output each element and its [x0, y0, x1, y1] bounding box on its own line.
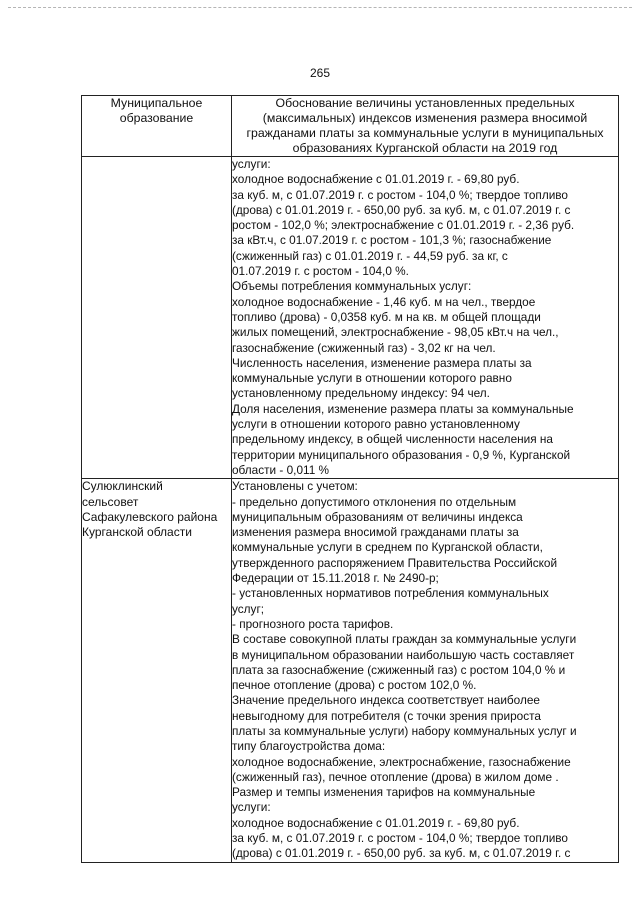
text-line: Федерации от 15.11.2018 г. № 2490-р; [232, 571, 439, 586]
text-line: в муниципальном образовании наибольшую часть составляет [232, 647, 575, 662]
header-line: образование [119, 111, 194, 125]
text-line: холодное водоснабжение с 01.01.2019 г. - 69,80 руб. [232, 172, 520, 187]
scan-edge-line [8, 7, 632, 8]
text-line: жилых помещений, электроснабжение - 98,05 кВт.ч на чел., [232, 325, 559, 340]
municipality-line: Сафакулевского района [82, 509, 218, 524]
text-line: Объемы потребления коммунальных услуг: [232, 279, 472, 294]
header-municipality [82, 96, 232, 157]
text-line: типу благоустройства дома: [232, 739, 386, 754]
text-line: услуги: [232, 800, 271, 815]
text-line: муниципальным образованиям от величины индекса [232, 509, 523, 524]
text-line: за куб. м, с 01.07.2019 г. с ростом - 104,0 %; твердое топливо [232, 187, 568, 202]
text-line: за куб. м, с 01.07.2019 г. с ростом - 104,0 %; твердое топливо [232, 831, 568, 846]
justification-cell [232, 157, 619, 479]
text-line: ростом - 102,0 %; электроснабжение с 01.01.2019 г. - 2,36 руб. [232, 218, 575, 233]
text-line: платы за коммунальные услуги) набору коммунальных услуг и [232, 723, 577, 738]
municipality-line: Курганской области [82, 525, 192, 540]
municipality-cell [82, 157, 232, 479]
municipality-cell [82, 479, 232, 862]
text-line: В составе совокупной платы граждан за коммунальные услуги [232, 632, 577, 647]
text-line: Значение предельного индекса соответствует наиболее [232, 693, 540, 708]
page-number: 265 [309, 66, 331, 80]
text-line: невыгодному для потребителя (с точки зрения прироста [232, 708, 541, 723]
text-line: изменения размера вносимой гражданами платы за [232, 525, 519, 540]
text-line: 01.07.2019 г. с ростом - 104,0 %. [232, 264, 409, 279]
text-line: (сжиженный газ) с 01.01.2019 г. - 44,59 руб. за кг, с [232, 248, 508, 263]
justification-cell [232, 479, 619, 862]
text-line: услуги в отношении которого равно установленному [232, 417, 520, 432]
text-line: холодное водоснабжение, электроснабжение, газоснабжение [232, 754, 571, 769]
text-line: установленному предельному индексу: 94 чел. [232, 386, 490, 401]
header-line: образованиях Курганской области на 2019 год [292, 141, 558, 155]
header-line: гражданами платы за коммунальные услуги в муниципальных [246, 126, 604, 140]
table-row [82, 479, 619, 862]
tariff-justification-table [81, 95, 619, 863]
municipality-line: сельсовет [82, 494, 139, 509]
table-row [82, 157, 619, 479]
text-line: холодное водоснабжение с 01.01.2019 г. - 69,80 руб. [232, 815, 520, 830]
text-line: Доля населения, изменение размера платы за коммунальные [232, 401, 574, 416]
municipality-line: Сулюклинский [82, 479, 163, 494]
text-line: области - 0,011 % [232, 462, 330, 477]
header-line: (максимальных) индексов изменения размера вносимой [262, 111, 588, 125]
text-line: (дрова) с 01.01.2019 г. - 650,00 руб. за куб. м, с 01.07.2019 г. с [232, 846, 571, 861]
text-line: Установлены с учетом: [232, 479, 358, 494]
text-line: утвержденного распоряжением Правительства Российской [232, 555, 558, 570]
text-line: газоснабжение (сжиженный газ) - 3,02 кг на чел. [232, 340, 496, 355]
table-header-row [82, 96, 619, 157]
text-line: - предельно допустимого отклонения по отдельным [232, 494, 517, 509]
text-line: Численность населения, изменение размера платы за [232, 355, 532, 370]
text-line: - прогнозного роста тарифов. [232, 616, 394, 631]
text-line: (дрова) с 01.01.2019 г. - 650,00 руб. за куб. м, с 01.07.2019 г. с [232, 202, 571, 217]
text-line: топливо (дрова) - 0,0358 куб. м на кв. м общей площади [232, 309, 541, 324]
text-line: коммунальные услуги в отношении которого равно [232, 371, 512, 386]
header-justification [232, 96, 619, 157]
text-line: (сжиженный газ), печное отопление (дрова) в жилом доме . [232, 769, 559, 784]
header-line: Муниципальное [110, 96, 203, 110]
text-line: услуг; [232, 601, 265, 616]
text-line: - установленных нормативов потребления коммунальных [232, 586, 549, 601]
text-line: Размер и темпы изменения тарифов на коммунальные [232, 785, 536, 800]
text-line: печное отопление (дрова) с ростом 102,0 %. [232, 678, 477, 693]
text-line: за кВт.ч, с 01.07.2019 г. с ростом - 101,3 %; газоснабжение [232, 233, 552, 248]
text-line: плата за газоснабжение (сжиженный газ) с ростом 104,0 % и [232, 662, 566, 677]
header-line: Обоснование величины установленных предельных [275, 96, 575, 110]
text-line: коммунальные услуги в среднем по Курганской области, [232, 540, 543, 555]
text-line: услуги: [232, 157, 271, 171]
text-line: предельному индексу, в общей численности населения на [232, 432, 553, 447]
text-line: холодное водоснабжение - 1,46 куб. м на чел., твердое [232, 294, 536, 309]
text-line: территории муниципального образования - 0,9 %, Курганской [232, 447, 571, 462]
